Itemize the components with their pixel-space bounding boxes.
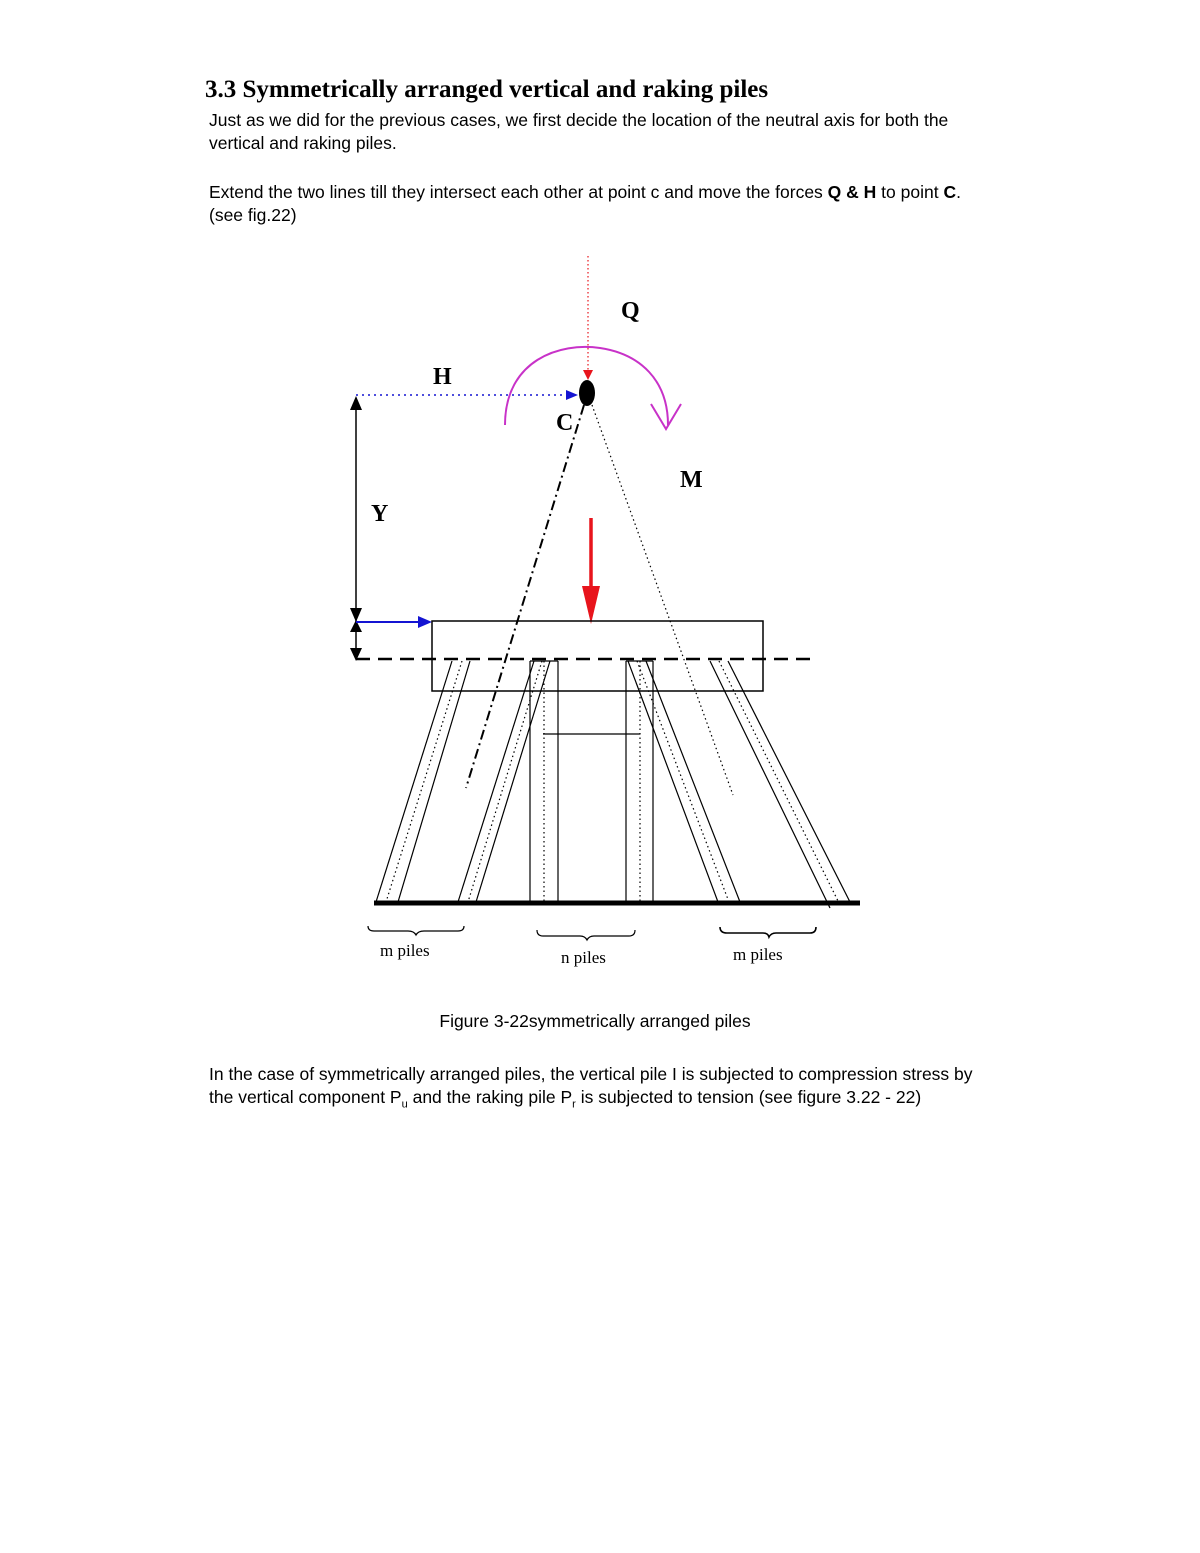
y-label: Y — [371, 501, 389, 527]
q-arrowhead — [583, 370, 593, 380]
subscript-u: u — [401, 1098, 408, 1111]
intro-paragraph: Just as we did for the previous cases, we first decide the location of the neutral axis for both the vertical and raking piles. — [209, 110, 949, 153]
c-label: C — [556, 410, 574, 436]
m-label: M — [680, 467, 703, 493]
figure-caption: Figure 3-22symmetrically arranged piles — [439, 1011, 751, 1031]
h-cap-arrowhead — [418, 616, 432, 628]
pile-cap — [432, 621, 763, 691]
y-arrow-bottom-1 — [350, 608, 362, 622]
conclusion-text-3: is subjected to tension (see figure 3.22 - 22) — [575, 1087, 922, 1107]
conclusion-text-2: and the raking pile P — [407, 1087, 573, 1107]
h-arrowhead — [566, 390, 578, 400]
right-raking-piles — [628, 661, 850, 908]
instruction-text-3: . (see fig.22) — [209, 182, 961, 225]
right-group-brace — [720, 927, 816, 937]
left-group-brace — [368, 926, 464, 935]
q-label: Q — [621, 298, 640, 324]
left-raking-piles — [376, 661, 550, 902]
subscript-r: r — [572, 1098, 576, 1111]
vertical-piles — [530, 661, 653, 902]
left-raking-axis-line — [466, 405, 584, 788]
right-m-piles-label: m piles — [733, 945, 783, 964]
instruction-text-2: to point — [876, 182, 944, 202]
section-heading: 3.3 Symmetrically arranged vertical and raking piles — [205, 76, 769, 103]
point-c-marker — [579, 380, 595, 406]
forces-bold-label: Q & H — [827, 182, 877, 202]
conclusion-text-1: In the case of symmetrically arranged piles, the vertical pile I is subjected to compression stress by the vertical component P — [209, 1064, 973, 1107]
instruction-text-1: Extend the two lines till they intersect each other at point c and move the forces — [209, 182, 828, 202]
right-raking-axis-line — [592, 405, 733, 795]
left-m-piles-label: m piles — [380, 941, 430, 960]
middle-n-piles-label: n piles — [561, 948, 606, 967]
vertical-load-arrowhead — [582, 586, 600, 624]
middle-group-brace — [537, 930, 635, 940]
h-label: H — [433, 364, 452, 390]
conclusion-paragraph — [209, 1063, 999, 1117]
y-arrow-top — [350, 396, 362, 410]
point-c-bold-label: C — [943, 182, 957, 202]
